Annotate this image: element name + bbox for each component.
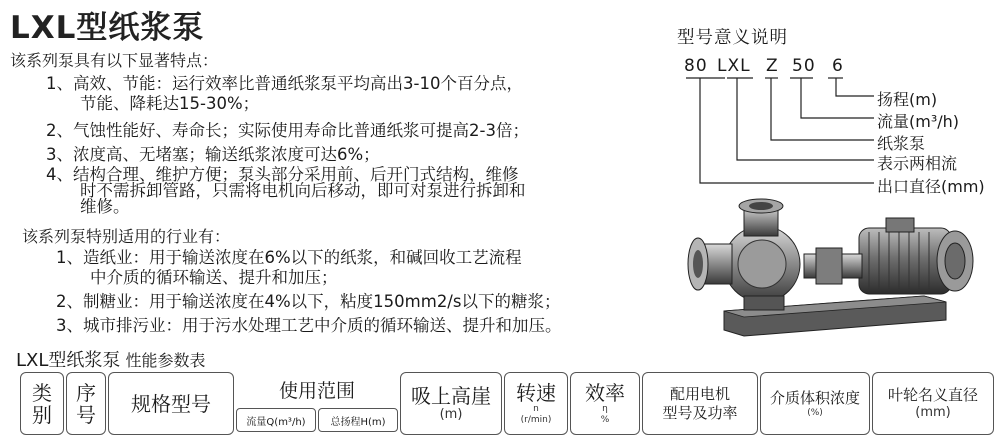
col-header-text: 转速 (516, 380, 556, 405)
feature-line: 3、浓度高、无堵塞；输送纸浆浓度可达6%； (46, 145, 380, 164)
model-code-flow: 50 (792, 56, 816, 76)
col-header-text: 规格型号 (131, 391, 211, 416)
features-intro: 该系列泵具有以下显著特点： (10, 51, 219, 70)
col-header-unit: % (600, 414, 610, 425)
col-header-text: 号 (76, 402, 96, 427)
col-header-text: 效率 (585, 380, 625, 405)
col-header-efficiency (570, 372, 640, 435)
model-code-head: 6 (832, 56, 844, 76)
col-header-text: 介质体积浓度 (769, 388, 860, 407)
feature-line: 2、气蚀性能好、寿命长；实际使用寿命比普通纸浆可提高2-3倍； (46, 121, 529, 140)
col-header-text: 类 (32, 380, 52, 405)
col-header-head: 总扬程H(m) (318, 408, 398, 432)
col-header-text: 叶轮名义直径 (887, 386, 978, 404)
col-header-unit: (%) (807, 407, 823, 418)
col-header-unit: (m) (439, 406, 463, 422)
table-title-sub: 性能参数表 (125, 351, 206, 370)
model-code-type: Z (766, 56, 779, 76)
col-header-unit: (mm) (915, 405, 951, 420)
model-explain-title: 型号意义说明 (677, 28, 788, 48)
feature-line: 时不需拆卸管路，只需将电机向后移动，即可对泵进行拆卸和 (80, 181, 526, 200)
industries-intro: 该系列泵特别适用的行业有： (22, 227, 231, 246)
col-header-text: 吸上高崖 (411, 383, 491, 408)
model-label-twophase: 表示两相流 (877, 154, 958, 173)
feature-line: 1、高效、节能：运行效率比普通纸浆泵平均高出3-10个百分点， (46, 74, 523, 93)
col-header-flow: 流量Q(m³/h) (236, 408, 316, 432)
industry-line: 3、城市排污业：用于污水处理工艺中介质的循环输送、提升和加压。 (56, 316, 562, 335)
col-header-suction (400, 372, 502, 435)
feature-line: 节能、降耗达15-30%； (80, 94, 260, 113)
industry-line: 1、造纸业：用于输送浓度在6%以下的纸浆，和碱回收工艺流程 (56, 248, 522, 267)
col-header-concentration (760, 372, 870, 435)
col-header-symbol: η (602, 403, 608, 414)
model-code-outlet: 80 (684, 56, 708, 76)
model-code-series: LXL (717, 56, 751, 76)
feature-line: 维修。 (80, 197, 130, 216)
pump-illustration (684, 196, 984, 346)
col-header-symbol: n (533, 403, 539, 414)
page-title: LXL型纸浆泵 (10, 10, 205, 46)
table-title-main: LXL型纸浆泵 (16, 350, 121, 371)
col-header-model (108, 372, 234, 435)
model-label-type: 纸浆泵 (877, 134, 926, 153)
model-label-outlet: 出口直径(mm) (877, 177, 985, 196)
feature-line: 4、结构合理、维护方便；泵头部分采用前、后开门式结构，维修 (46, 165, 519, 184)
col-header-range-title: 使用范围 (278, 379, 355, 402)
col-header-text: 序 (76, 380, 96, 405)
model-label-flow: 流量(m³/h) (877, 112, 960, 131)
col-header-text: 型号及功率 (662, 403, 738, 422)
col-header-text: 配用电机 (669, 384, 730, 403)
industry-line: 中介质的循环输送、提升和加压； (90, 268, 338, 287)
col-header-speed (504, 372, 568, 435)
col-header-category (20, 372, 64, 435)
col-header-impeller (872, 372, 994, 435)
industry-line: 2、制糖业：用于输送浓度在4%以下，粘度150mm2/s以下的糖浆； (56, 292, 561, 311)
model-label-head: 扬程(m) (877, 90, 938, 109)
col-header-range (236, 372, 398, 435)
col-header-text: 别 (32, 402, 52, 427)
col-header-motor (642, 372, 758, 435)
col-header-unit: (r/min) (520, 414, 552, 425)
col-header-index (66, 372, 106, 435)
